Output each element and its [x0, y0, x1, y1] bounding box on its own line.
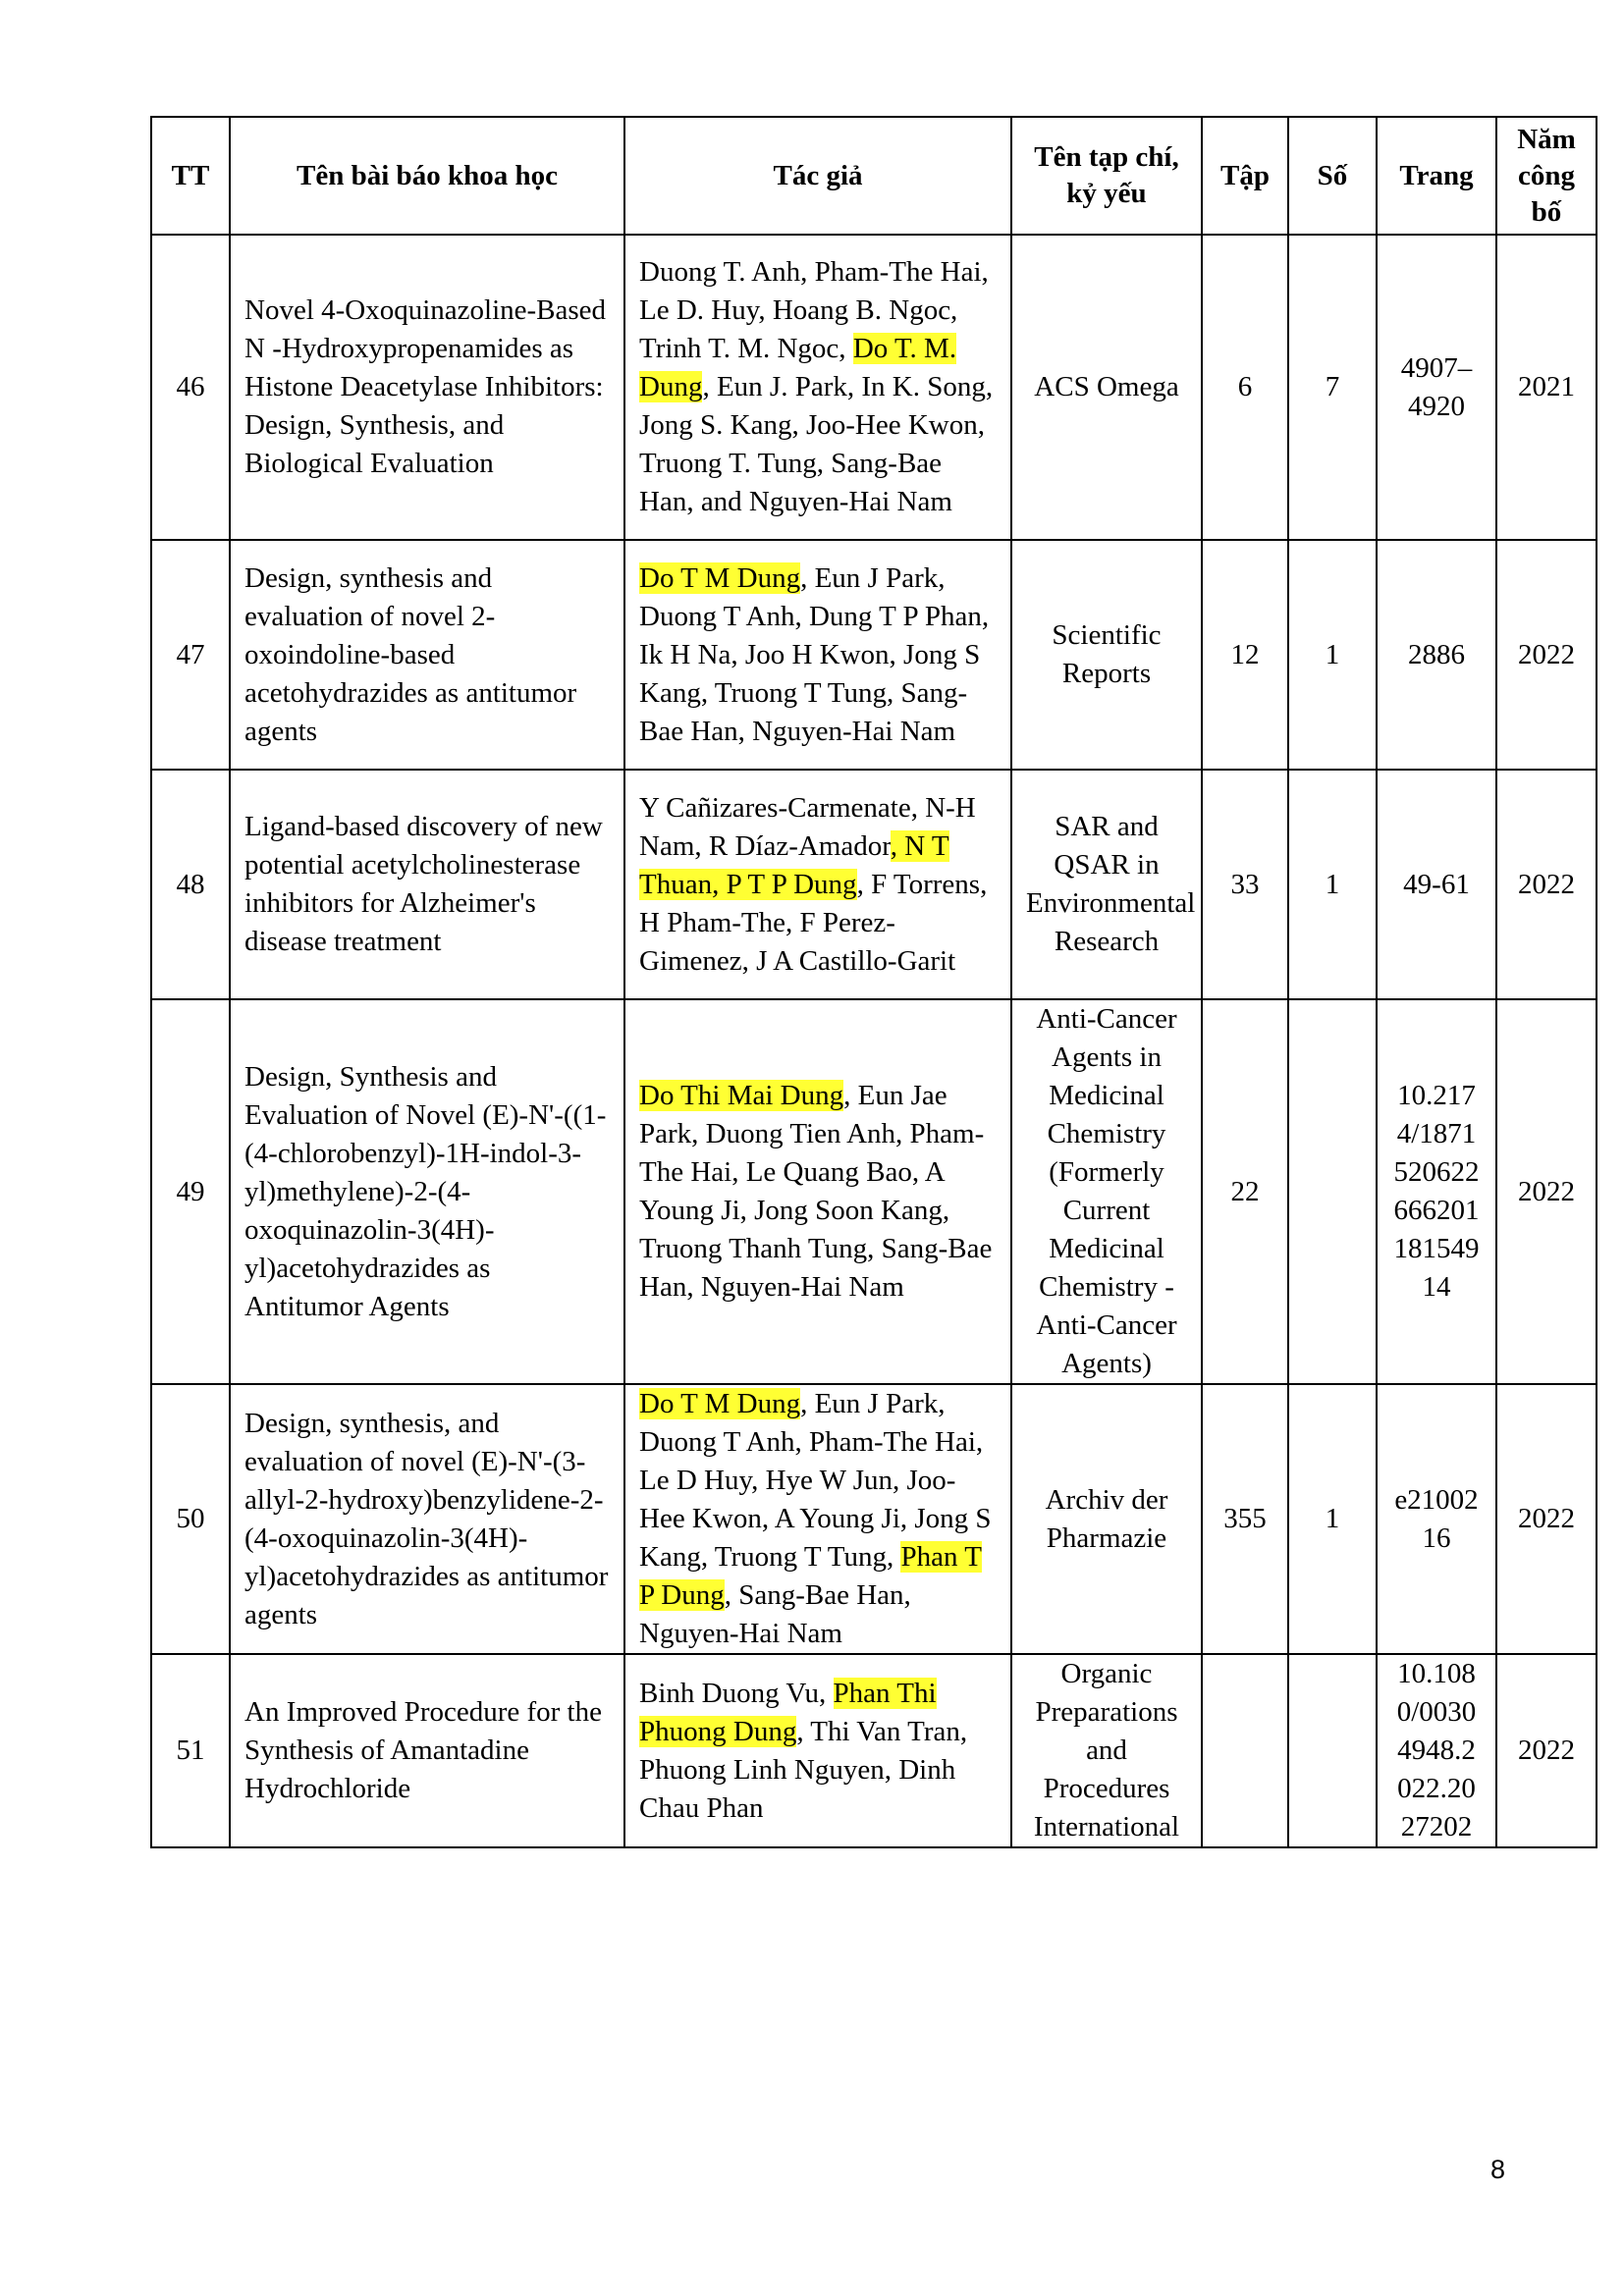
pages: 4907–4920: [1377, 235, 1496, 540]
year: 2022: [1496, 770, 1597, 999]
row-number: 49: [151, 999, 230, 1384]
page-number: 8: [1490, 2155, 1506, 2184]
highlighted-author: Phan T P Dung: [639, 1541, 982, 1611]
table-row: [151, 999, 1597, 1384]
header-authors: Tác giả: [624, 117, 1011, 235]
authors-text: Duong T. Anh, Pham-The Hai, Le D. Huy, Hoang B. Ngoc, Trinh T. M. Ngoc,: [639, 256, 989, 364]
header-tt: TT: [151, 117, 230, 235]
year: 2022: [1496, 540, 1597, 770]
publications-table: [150, 116, 1597, 1848]
highlighted-author: Do T M Dung: [639, 1388, 801, 1419]
article-title: An Improved Procedure for the Synthesis of Amantadine Hydrochloride: [230, 1654, 624, 1847]
journal-name: Archiv der Pharmazie: [1011, 1384, 1202, 1654]
year: 2022: [1496, 1654, 1597, 1847]
header-issue: Số: [1288, 117, 1377, 235]
issue: 1: [1288, 540, 1377, 770]
header-volume: Tập: [1202, 117, 1288, 235]
row-number: 48: [151, 770, 230, 999]
header-year: Năm công bố: [1496, 117, 1597, 235]
pages: e2100216: [1377, 1384, 1496, 1654]
issue: 7: [1288, 235, 1377, 540]
article-authors: [624, 1654, 1011, 1847]
row-number: 47: [151, 540, 230, 770]
volume: 6: [1202, 235, 1288, 540]
volume: 22: [1202, 999, 1288, 1384]
highlighted-author: Do Thi Mai Dung: [639, 1080, 844, 1111]
article-title: Ligand-based discovery of new potential acetylcholinesterase inhibitors for Alzheimer's disease treatment: [230, 770, 624, 999]
table-row: [151, 235, 1597, 540]
issue: [1288, 1654, 1377, 1847]
highlighted-author: Do T M Dung: [639, 561, 801, 594]
article-title: Novel 4-Oxoquinazoline-Based N -Hydroxypropenamides as Histone Deacetylase Inhibitors: Design, Synthesis, and Biological Evaluation: [230, 235, 624, 540]
issue: 1: [1288, 1384, 1377, 1654]
journal-name: Anti-Cancer Agents in Medicinal Chemistry (Formerly Current Medicinal Chemistry - Anti-Cancer Agents): [1011, 999, 1202, 1384]
header-journal: Tên tạp chí, kỷ yếu: [1011, 117, 1202, 235]
year: 2021: [1496, 235, 1597, 540]
article-authors: [624, 1384, 1011, 1654]
table-row: [151, 540, 1597, 770]
authors-text: Y Cañizares-Carmenate, N-H Nam, R Díaz-Amador: [639, 791, 976, 862]
authors-text: , Eun J Park, Duong T Anh, Dung T P Phan, Ik H Na, Joo H Kwon, Jong S Kang, Truong T Tung, Sang-Bae Han, Nguyen-Hai Nam: [639, 561, 990, 747]
pages: 49-61: [1377, 770, 1496, 999]
authors-text: Binh Duong Vu,: [639, 1677, 834, 1709]
year: 2022: [1496, 1384, 1597, 1654]
volume: 12: [1202, 540, 1288, 770]
issue: 1: [1288, 770, 1377, 999]
authors-text: , Sang-Bae Han, Nguyen-Hai Nam: [639, 1579, 911, 1649]
volume: 355: [1202, 1384, 1288, 1654]
pages: 10.1080/00304948.2022.2027202: [1377, 1654, 1496, 1847]
year: 2022: [1496, 999, 1597, 1384]
highlighted-author: Phan Thi Phuong Dung: [639, 1677, 937, 1747]
article-authors: [624, 999, 1011, 1384]
article-title: Design, synthesis and evaluation of novel 2-oxoindoline-based acetohydrazides as antitumor agents: [230, 540, 624, 770]
issue: [1288, 999, 1377, 1384]
row-number: 51: [151, 1654, 230, 1847]
table-row: [151, 1654, 1597, 1847]
highlighted-author: , N T Thuan, P T P Dung: [639, 829, 949, 900]
header-title: Tên bài báo khoa học: [230, 117, 624, 235]
article-authors: [624, 235, 1011, 540]
pages: 2886: [1377, 540, 1496, 770]
table-row: [151, 1384, 1597, 1654]
journal-name: Organic Preparations and Procedures International: [1011, 1654, 1202, 1847]
header-pages: Trang: [1377, 117, 1496, 235]
authors-text: , F Torrens, H Pham-The, F Perez-Gimenez, J A Castillo-Garit: [639, 868, 988, 977]
table-row: [151, 770, 1597, 999]
article-title: Design, synthesis, and evaluation of novel (E)-N'-(3-allyl-2-hydroxy)benzylidene-2-(4-oxoquinazolin-3(4H)-yl)acetohydrazides as antitumor agents: [230, 1384, 624, 1654]
volume: [1202, 1654, 1288, 1847]
journal-name: Scientific Reports: [1011, 540, 1202, 770]
row-number: 46: [151, 235, 230, 540]
row-number: 50: [151, 1384, 230, 1654]
highlighted-author: Do T. M. Dung: [639, 333, 957, 402]
volume: 33: [1202, 770, 1288, 999]
article-authors: [624, 540, 1011, 770]
article-authors: [624, 770, 1011, 999]
pages: 10.2174/187152062266620118154914: [1377, 999, 1496, 1384]
authors-text: , Eun J Park, Duong T Anh, Pham-The Hai, Le D Huy, Hye W Jun, Joo-Hee Kwon, A Young Ji, Jong S Kang, Truong T Tung,: [639, 1388, 992, 1573]
journal-name: SAR and QSAR in Environmental Research: [1011, 770, 1202, 999]
authors-text: , Thi Van Tran, Phuong Linh Nguyen, Dinh Chau Phan: [639, 1715, 968, 1824]
journal-name: ACS Omega: [1011, 235, 1202, 540]
authors-text: , Eun J. Park, In K. Song, Jong S. Kang, Joo-Hee Kwon, Truong T. Tung, Sang-Bae Han, and Nguyen-Hai Nam: [639, 371, 994, 517]
authors-text: , Eun Jae Park, Duong Tien Anh, Pham-The Hai, Le Quang Bao, A Young Ji, Jong Soon Kang, Truong Thanh Tung, Sang-Bae Han, Nguyen-Hai Nam: [639, 1080, 993, 1303]
article-title: Design, Synthesis and Evaluation of Novel (E)-N'-((1-(4-chlorobenzyl)-1H-indol-3-yl)methylene)-2-(4-oxoquinazolin-3(4H)-yl)acetohydrazides as Antitumor Agents: [230, 999, 624, 1384]
header-row: [151, 117, 1597, 235]
